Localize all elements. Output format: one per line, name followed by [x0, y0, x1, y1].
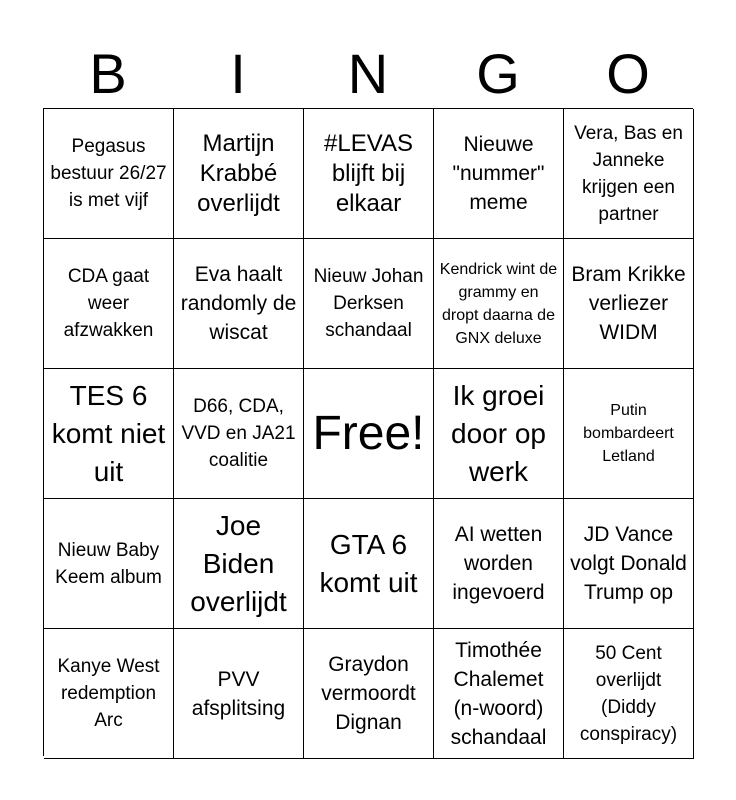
bingo-cell: [434, 109, 564, 239]
header-letter-o: O: [606, 42, 650, 105]
header-letter-n: N: [347, 42, 389, 105]
bingo-cell: [44, 369, 174, 499]
cell-text: Nieuwe "nummer" meme: [452, 133, 545, 214]
free-text: Free!: [312, 406, 425, 460]
cell-text: JD Vance volgt Donald Trump op: [570, 523, 687, 604]
bingo-cell: [304, 629, 434, 759]
bingo-cell: [434, 629, 564, 759]
bingo-cell: [44, 109, 174, 239]
bingo-cell: [434, 499, 564, 629]
free-cell: [304, 369, 434, 499]
cell-text: Pegasus bestuur 26/27 is met vijf: [50, 136, 167, 211]
bingo-cell: [44, 499, 174, 629]
bingo-cell: [174, 629, 304, 759]
bingo-cell: [434, 369, 564, 499]
cell-text: GTA 6 komt uit: [319, 528, 418, 598]
bingo-header: [43, 40, 693, 108]
bingo-cell: [564, 499, 694, 629]
bingo-grid: [43, 108, 693, 756]
cell-text: Bram Krikke verliezer WIDM: [571, 263, 686, 344]
cell-text: Putin bombardeert Letland: [583, 402, 674, 465]
bingo-cell: [434, 239, 564, 369]
bingo-cell: [564, 239, 694, 369]
cell-text: Vera, Bas en Janneke krijgen een partner: [574, 122, 683, 225]
cell-text: 50 Cent overlijdt (Diddy conspiracy): [579, 642, 678, 745]
bingo-cell: [174, 369, 304, 499]
cell-text: Ik groei door op werk: [451, 379, 546, 487]
cell-text: Graydon vermoordt Dignan: [321, 653, 416, 734]
cell-text: Nieuw Baby Keem album: [55, 539, 162, 588]
cell-text: D66, CDA, VVD en JA21 coalitie: [181, 396, 296, 471]
header-letter-b: B: [89, 42, 127, 105]
cell-text: TES 6 komt niet uit: [51, 379, 166, 487]
cell-text: Nieuw Johan Derksen schandaal: [313, 266, 424, 341]
cell-text: Timothée Chalemet (n-woord) schandaal: [450, 638, 547, 749]
bingo-cell: [564, 369, 694, 499]
bingo-cell: [174, 239, 304, 369]
bingo-cell: [44, 629, 174, 759]
cell-text: AI wetten worden ingevoerd: [452, 523, 545, 604]
bingo-cell: [564, 629, 694, 759]
cell-text: Joe Biden overlijdt: [190, 509, 287, 617]
cell-text: Eva haalt randomly de wiscat: [180, 263, 297, 344]
bingo-cell: [44, 239, 174, 369]
cell-text: Martijn Krabbé overlijdt: [197, 129, 280, 217]
cell-text: Kendrick wint de grammy en dropt daarna de GNX deluxe: [439, 260, 558, 347]
bingo-cell: [304, 239, 434, 369]
header-letter-g: G: [476, 42, 520, 105]
bingo-cell: [304, 499, 434, 629]
header-letter-i: I: [230, 42, 246, 105]
bingo-cell: [174, 109, 304, 239]
cell-text: Kanye West redemption Arc: [57, 656, 160, 731]
cell-text: #LEVAS blijft bij elkaar: [324, 129, 413, 217]
bingo-cell: [174, 499, 304, 629]
bingo-cell: [304, 109, 434, 239]
bingo-cell: [564, 109, 694, 239]
cell-text: PVV afsplitsing: [191, 667, 286, 720]
cell-text: CDA gaat weer afzwakken: [63, 266, 154, 341]
